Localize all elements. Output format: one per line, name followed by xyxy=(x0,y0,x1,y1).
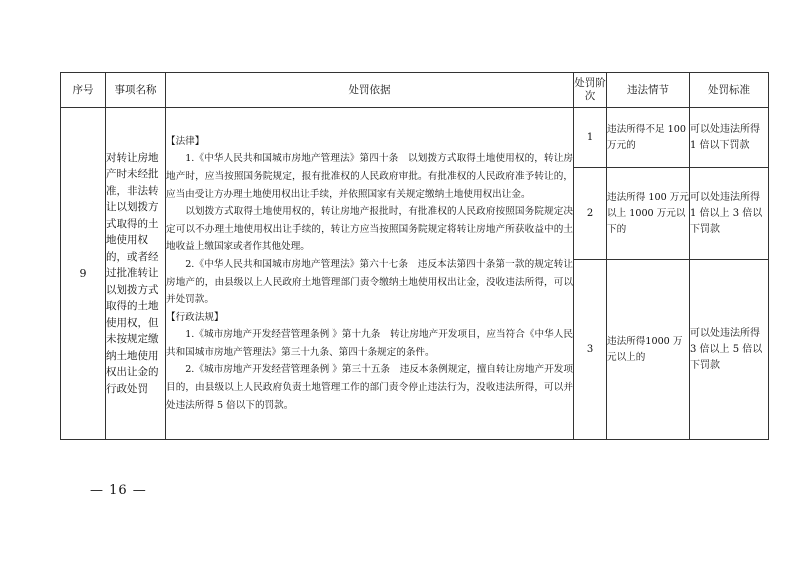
row-serial-no: 9 xyxy=(61,108,106,440)
basis-section-heading: 【法律】 xyxy=(166,135,205,147)
basis-paragraph: 2.《中华人民共和国城市房地产管理法》第六十七条 违反本法第四十条第一款的规定转让房地产的，由县级以上人民政府土地管理部门责令缴纳土地使用权出让金，没收违法所得，可以并处罚款。 xyxy=(166,258,573,306)
header-penalty-level: 处罚阶次 xyxy=(574,73,607,108)
basis-paragraph: 1.《中华人民共和国城市房地产管理法》第四十条 以划拨方式取得土地使用权的，转让房地产时，应当按照国务院规定，报有批准权的人民政府审批。有批准权的人民政府准予转让的，应当由受让方办理土地使用权出让手续，并依照国家有关规定缴纳土地使用权出让金。 xyxy=(166,153,573,200)
header-violation-circumstance: 违法情节 xyxy=(607,73,690,108)
penalty-basis xyxy=(166,108,574,440)
violation-circumstance-3: 违法所得1000 万元以上的 xyxy=(607,260,690,440)
violation-circumstance-2: 违法所得 100 万元以上 1000 万元以下的 xyxy=(607,168,690,260)
basis-paragraph: 2.《城市房地产开发经营管理条例 》第三十五条 违反本条例规定，擅自转让房地产开发项目的，由县级以上人民政府负责土地管理工作的部门责令停止违法行为，没收违法所得，可以并处违法所得 5 倍以下的罚款。 xyxy=(166,364,573,411)
header-penalty-basis: 处罚依据 xyxy=(166,73,574,108)
basis-paragraph: 1.《城市房地产开发经营管理条例 》第十九条 转让房地产开发项目，应当符合《中华人民共和国城市房地产管理法》第三十九条、第四十条规定的条件。 xyxy=(166,329,573,358)
penalty-level-2: 2 xyxy=(574,168,607,260)
penalty-standard-3: 可以处违法所得 3 倍以上 5 倍以下罚款 xyxy=(690,260,769,440)
penalty-standard-1: 可以处违法所得 1 倍以下罚款 xyxy=(690,108,769,168)
basis-paragraph: 以划拨方式取得土地使用权的，转让房地产报批时，有批准权的人民政府按照国务院规定决定可以不办理土地使用权出让手续的，转让方应当按照国务院规定将转让房地产所获收益中的土地收益上缴国家或者作其他处理。 xyxy=(166,206,573,253)
violation-circumstance-1: 违法所得不足 100 万元的 xyxy=(607,108,690,168)
basis-section-heading: 【行政法规】 xyxy=(166,311,224,323)
header-row xyxy=(61,73,769,108)
penalty-standard-2: 可以处违法所得 1 倍以上 3 倍以下罚款 xyxy=(690,168,769,260)
header-penalty-standard: 处罚标准 xyxy=(690,73,769,108)
header-item-name: 事项名称 xyxy=(106,73,166,108)
table-row xyxy=(61,108,769,168)
item-name: 对转让房地产时未经批准，非法转让以划拨方式取得的土地使用权的，或者经过批准转让以划拨方式取得的土地使用权，但未按规定缴纳土地使用权出让金的行政处罚 xyxy=(106,108,166,440)
penalty-level-1: 1 xyxy=(574,108,607,168)
header-serial-no: 序号 xyxy=(61,73,106,108)
page-number: — 16 — xyxy=(90,483,147,498)
penalty-table xyxy=(60,72,769,440)
penalty-level-3: 3 xyxy=(574,260,607,440)
